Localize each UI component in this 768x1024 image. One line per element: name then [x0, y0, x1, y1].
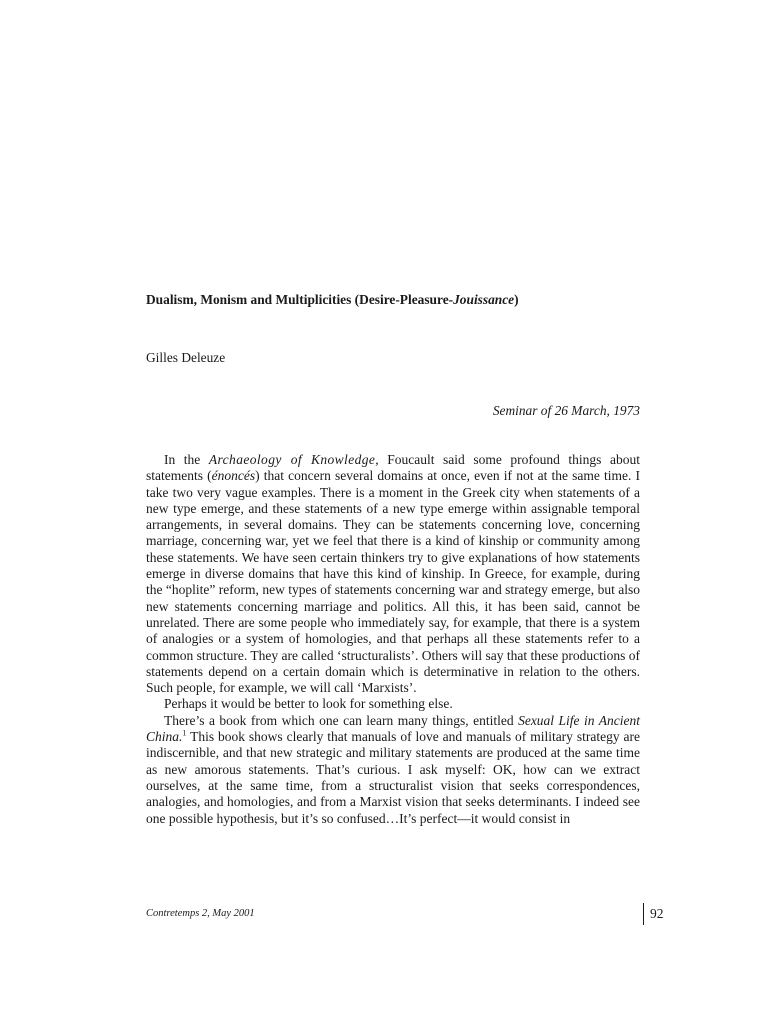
page-number: 92	[650, 906, 664, 921]
paragraph-1-text-a: In the	[164, 452, 209, 467]
paragraph-3-text-b: This book shows clearly that manuals of love and manuals of military strategy are indiscernible, and that new strategic and military statements are produced at the same time as new amorous statements. That’s curious. I ask myself: OK, how can we extract ourselves, at the same time, from a structuralist vision that seeks correspondences, analogies, and homologies, and from a Marxist vision that seeks determinants. I indeed see one possible hypothesis, but it’s so confused…It’s perfect—it would consist in	[146, 729, 640, 826]
footnote-marker[interactable]: 1	[182, 728, 187, 738]
seminar-dateline: Seminar of 26 March, 1973	[492, 403, 640, 418]
term-enonces: énoncés	[211, 468, 256, 484]
paragraph-1	[146, 452, 640, 696]
paragraph-3	[146, 713, 640, 827]
article-title	[146, 291, 646, 308]
author-name: Gilles Deleuze	[146, 350, 226, 365]
book-title-archaeology: Archaeology of Knowledge	[208, 452, 376, 467]
paragraph-2: Perhaps it would be better to look for something else.	[164, 696, 453, 712]
folio-divider	[643, 903, 644, 925]
title-close: )	[514, 292, 519, 307]
book-title-sexual-life: Sexual Life in Ancient China.	[146, 712, 640, 745]
paragraph-1-text-c: ) that concern several domains at once, even if not at the same time. I take two very vague examples. There is a moment in the Greek city when statements of a new type emerge, and these statements of a new type emerge within assignable temporal arrangements, in several domains. They can be statements concerning love, concerning marriage, concerning war, yet we feel that there is a kind of kinship or community among these statements. We have seen certain thinkers try to give explanations of how statements emerge in diverse domains that have this kind of kinship. In Greece, for example, during the “hoplite” reform, new types of statements concerning war and strategy emerge, but also new statements concerning marriage and politics. All this, it has been said, cannot be unrelated. There are some people who immediately say, for example, that there is a system of analogies or a system of homologies, and that perhaps all these statements refer to a common structure. They are called ‘structuralists’. Others will say that these productions of statements depend on a certain domain which is determinative in relation to the others. Such people, for example, we will call ‘Marxists’.	[146, 468, 641, 696]
title-main: Dualism, Monism and Multiplicities (Desire-Pleasure-	[146, 292, 454, 307]
title-italic-term: Jouissance	[453, 292, 515, 307]
article-body	[146, 452, 640, 827]
journal-footer: Contretemps 2, May 2001	[146, 908, 255, 919]
paragraph-3-text-a: There’s a book from which one can learn many things, entitled	[164, 712, 519, 728]
paragraph-1-text-b: , Foucault said some profound things about statements (	[146, 452, 640, 484]
